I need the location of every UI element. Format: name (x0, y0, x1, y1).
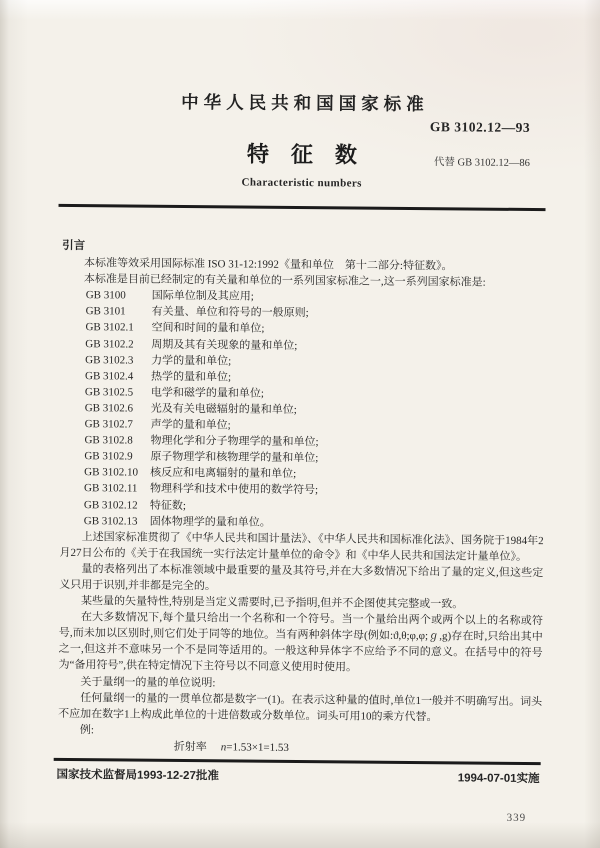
paragraph: 任何量纲一的量的一贯单位都是数字一(1)。在表示这种量的值时,单位1一般并不明确写出。词头不应加在数字1上构成此单位的十进倍数或分数单位。词头可用10的乘方代替。 (58, 691, 543, 723)
gb-title: 国际单位制及其应用; (151, 289, 254, 303)
gb-title: 电学和磁学的量和单位; (150, 386, 265, 400)
gb-code: GB 3102.9 (84, 450, 133, 463)
intro-heading: 引言 (62, 239, 86, 253)
example-label: 例: (79, 723, 95, 737)
gb-code: GB 3102.11 (84, 482, 138, 495)
paragraph: 量的表格列出了本标准领域中最重要的量及其符号,并在大多数情况下给出了量的定义,但这些定义只用于识别,并非都是完全的。 (59, 562, 544, 593)
gb-code: GB 3102.3 (85, 353, 134, 367)
gb-title: 物理化学和分子物理学的量和单位; (150, 434, 319, 449)
paragraph: 本标准等效采用国际标准 ISO 31-12:1992《量和单位 第十二部分:特征数》。 (83, 257, 453, 273)
paragraph: 上述国家标准贯彻了《中华人民共和国计量法》、《中华人民共和国标准化法》、国务院于1984年2月27日公布的《关于在我国统一实行法定计量单位的命令》和《中华人民共和国法定计量单位》。 (59, 530, 544, 563)
lead-paragraphs (62, 255, 546, 291)
gb-code: GB 3100 (85, 289, 126, 302)
paragraph: 在大多数情况下,每个量只给出一个名称和一个符号。当一个量给出两个或两个以上的名称或符号,而未加以区别时,则它们处于同等的地位。当有两种斜体字母(例如:ϑ,θ;φ,φ;ℊ,g)存在时,只给出其中之一,但这并不意味另一个不是同等适用的。一般这种异体字不应给予不同的意义。在括号中的符号为“备用符号”,供在特定情况下主符号以不同意义使用时使用。 (58, 611, 543, 674)
gb-title: 热学的量和单位; (150, 370, 232, 384)
paragraph: 关于量纲一的量的单位说明: (80, 675, 216, 689)
standard-number: GB 3102.12—93 (429, 119, 531, 135)
gb-title: 周期及其有关现象的量和单位; (151, 338, 298, 352)
header-rule (59, 204, 546, 211)
page-number: 339 (506, 811, 527, 824)
english-title: Characteristic numbers (241, 176, 362, 190)
paragraph: 本标准是目前已经制定的有关量和单位的一系列国家标准之一,这一系列国家标准是: (83, 273, 486, 289)
gb-code: GB 3102.5 (84, 385, 134, 399)
document-body (58, 238, 546, 758)
gb-code: GB 3102.8 (84, 434, 133, 447)
gb-title: 特征数; (149, 499, 187, 512)
example-line (174, 739, 542, 758)
approval-text: 国家技术监督局1993-12-27批准 (56, 768, 219, 783)
gb-title: 核反应和电离辐射的量和单位; (150, 467, 297, 481)
gb-code: GB 3102.13 (83, 514, 138, 528)
example-quantity: 折射率 (173, 740, 207, 754)
example-symbol: n (220, 741, 227, 754)
paragraph: 某些量的矢量特性,特别是当定义需要时,已予指明,但并不企图使其完整或一致。 (81, 595, 464, 611)
gb-code: GB 3102.10 (84, 466, 139, 479)
gb-code: GB 3102.6 (84, 402, 134, 415)
gb-code: GB 3101 (85, 305, 126, 318)
replaces-note: 代替 GB 3102.12—86 (433, 157, 530, 169)
gb-code: GB 3102.12 (83, 498, 138, 512)
gb-title: 物理科学和技术中使用的数学符号; (150, 483, 319, 497)
gb-standard-list (60, 287, 546, 533)
gb-title: 空间和时间的量和单位; (151, 322, 265, 336)
body-paragraphs (58, 529, 544, 726)
gb-title: 固体物理学的量和单位。 (149, 515, 271, 529)
gb-code: GB 3102.4 (84, 369, 134, 383)
gb-title: 有关量、单位和符号的一般原则; (151, 306, 309, 320)
document-title: 特 征 数 (246, 141, 358, 168)
footer-rule (54, 758, 541, 765)
org-title: 中华人民共和国国家标准 (181, 91, 429, 115)
gb-title: 声学的量和单位; (150, 418, 231, 432)
gb-title: 力学的量和单位; (151, 354, 232, 368)
gb-title: 原子物理学和核物理学的量和单位; (150, 450, 319, 465)
gb-code: GB 3102.7 (84, 418, 133, 431)
gb-title: 光及有关电磁辐射的量和单位; (150, 402, 297, 416)
gb-code: GB 3102.1 (85, 321, 134, 335)
gb-code: GB 3102.2 (85, 337, 134, 351)
implementation-text: 1994-07-01实施 (457, 772, 540, 786)
example-equation: =1.53×1=1.53 (226, 741, 289, 754)
